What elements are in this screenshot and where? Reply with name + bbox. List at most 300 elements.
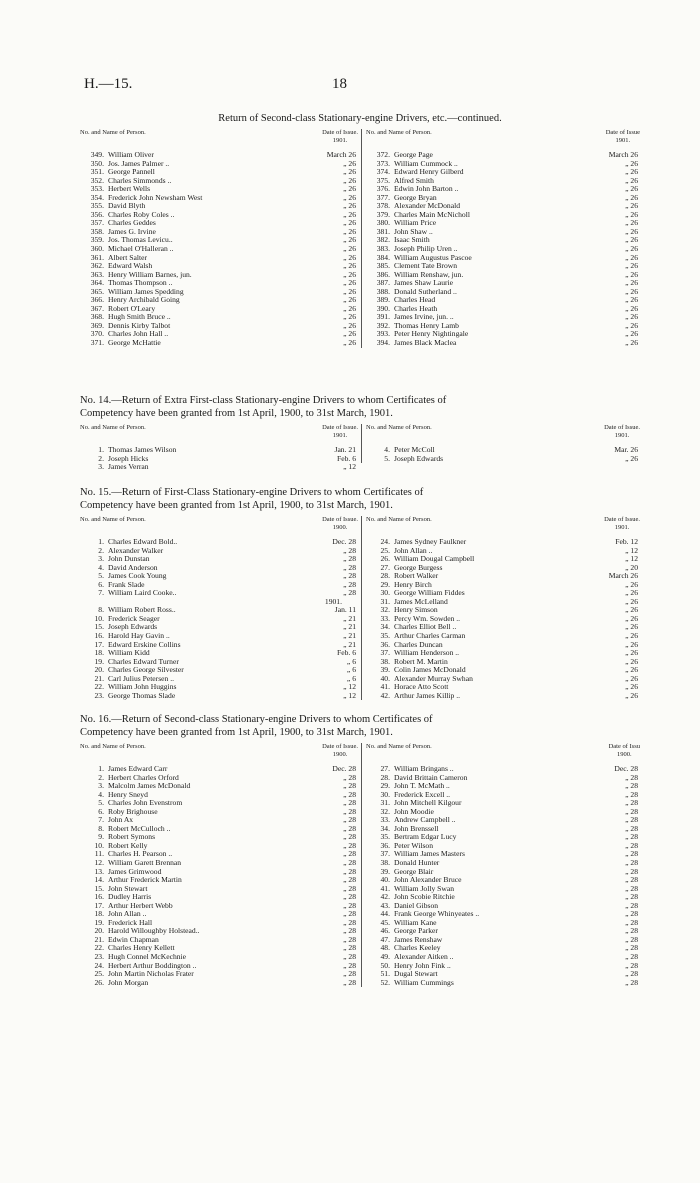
person-number: 24. bbox=[94, 960, 104, 970]
column-header bbox=[366, 743, 640, 765]
issue-date: „ 28 bbox=[343, 943, 356, 953]
person-number: 349. bbox=[90, 150, 104, 159]
column-header-name: No. and Name of Person. bbox=[366, 516, 432, 523]
person-name: William Dougal Campbell bbox=[394, 554, 475, 564]
person-number: 14. bbox=[94, 875, 104, 885]
person-number: 15. bbox=[94, 622, 104, 632]
person-number: 12. bbox=[94, 858, 104, 868]
column-header-date: Date of Issue. 1901. bbox=[604, 516, 640, 531]
person-number: 32. bbox=[380, 605, 390, 615]
column-header-date: Date of Issue. 1901. bbox=[604, 424, 640, 439]
person-number: 22. bbox=[94, 943, 104, 953]
issue-date: „ 28 bbox=[625, 977, 638, 987]
section-title: No. 14.—Return of Extra First-class Stationary-engine Drivers to whom Certificates of bbox=[80, 395, 447, 406]
person-number: 31. bbox=[380, 596, 390, 606]
person-number: 371. bbox=[90, 338, 104, 348]
person-number: 360. bbox=[90, 244, 104, 254]
issue-date: „ 21 bbox=[343, 639, 356, 649]
issue-date: March 26 bbox=[608, 150, 638, 159]
person-name: George Bryan bbox=[394, 192, 437, 202]
person-number: 7. bbox=[98, 588, 104, 598]
person-name: Herbert Charles Orford bbox=[108, 772, 179, 782]
issue-date: „ 26 bbox=[343, 261, 356, 271]
person-number: 50. bbox=[380, 960, 390, 970]
issue-date: „ 28 bbox=[343, 977, 356, 987]
person-number: 23. bbox=[94, 952, 104, 962]
issue-date: „ 26 bbox=[625, 226, 638, 236]
issue-date: „ 28 bbox=[343, 934, 356, 944]
person-name: Hugh Smith Bruce .. bbox=[108, 312, 171, 322]
person-number: 353. bbox=[90, 184, 104, 194]
issue-date: „ 6 bbox=[346, 656, 356, 666]
person-number: 378. bbox=[376, 201, 390, 211]
issue-date: „ 26 bbox=[625, 184, 638, 194]
issue-date: „ 26 bbox=[625, 269, 638, 279]
person-name: Robert M. Martin bbox=[394, 656, 448, 666]
issue-date: „ 28 bbox=[625, 926, 638, 936]
person-name: Charles Edward Bold.. bbox=[108, 537, 178, 546]
person-name: William Garett Brennan bbox=[108, 858, 182, 868]
person-number: 3. bbox=[98, 462, 104, 472]
person-number: 16. bbox=[94, 631, 104, 641]
issue-date: „ 26 bbox=[343, 320, 356, 330]
person-name: Joseph Philip Uren .. bbox=[394, 244, 458, 254]
issue-date: „ 28 bbox=[625, 969, 638, 979]
issue-date: „ 12 bbox=[343, 462, 356, 472]
person-name: James Renshaw bbox=[394, 934, 443, 944]
person-number: 11. bbox=[94, 849, 104, 859]
issue-date: „ 20 bbox=[625, 562, 638, 572]
issue-date: „ 26 bbox=[625, 605, 638, 615]
issue-date: „ 26 bbox=[625, 579, 638, 589]
person-number: 382. bbox=[376, 235, 390, 245]
person-number: 46. bbox=[380, 926, 390, 936]
person-number: 30. bbox=[380, 789, 390, 799]
page-number: 18 bbox=[332, 76, 347, 92]
issue-date: „ 26 bbox=[343, 244, 356, 254]
section-title-continued: Competency have been granted from 1st April, 1900, to 31st March, 1901. bbox=[80, 500, 393, 511]
person-number: 36. bbox=[380, 840, 390, 850]
issue-date: „ 26 bbox=[625, 158, 638, 168]
person-name: Charles Elliot Bell .. bbox=[394, 622, 457, 632]
person-number: 377. bbox=[376, 192, 390, 202]
person-name: Percy Wm. Sowden .. bbox=[394, 613, 461, 623]
issue-date: „ 28 bbox=[625, 866, 638, 876]
issue-date: „ 28 bbox=[343, 823, 356, 833]
column-header-name: No. and Name of Person. bbox=[366, 743, 432, 750]
person-number: 372. bbox=[376, 150, 390, 159]
right-column bbox=[361, 424, 640, 463]
person-number: 393. bbox=[376, 329, 390, 339]
person-name: Michael O'Halleran .. bbox=[108, 244, 174, 254]
person-number: 29. bbox=[380, 579, 390, 589]
person-number: 49. bbox=[380, 952, 390, 962]
issue-date: Jan. 21 bbox=[334, 445, 356, 454]
person-name: Dudley Harris bbox=[108, 892, 152, 902]
person-name: William Bringans .. bbox=[394, 764, 454, 773]
issue-date: Dec. 28 bbox=[332, 764, 356, 773]
issue-date: „ 28 bbox=[343, 917, 356, 927]
column-header-date: Date of Issue. 1901. bbox=[322, 424, 358, 439]
person-number: 381. bbox=[376, 226, 390, 236]
person-number: 26. bbox=[94, 977, 104, 987]
person-name: Henry Sneyd bbox=[108, 789, 148, 799]
person-name: William James Masters bbox=[394, 849, 465, 859]
person-name: John Allan .. bbox=[108, 909, 147, 919]
person-name: Robert McCulloch .. bbox=[108, 823, 171, 833]
issue-date: „ 28 bbox=[343, 579, 356, 589]
person-name: Charles Head bbox=[394, 295, 436, 305]
person-name: Frederick Excell .. bbox=[394, 789, 451, 799]
person-number: 28. bbox=[380, 571, 390, 581]
person-number: 394. bbox=[376, 338, 390, 348]
issue-date: „ 28 bbox=[343, 798, 356, 808]
issue-date: Jan. 11 bbox=[334, 605, 356, 615]
person-name: Edwin Chapman bbox=[108, 934, 159, 944]
section-title-continued: Competency have been granted from 1st April, 1900, to 31st March, 1901. bbox=[80, 727, 393, 738]
person-name: Peter Henry Nightingale bbox=[394, 329, 469, 339]
section-no-15 bbox=[80, 486, 640, 700]
issue-date: „ 26 bbox=[625, 639, 638, 649]
person-number: 6. bbox=[98, 806, 104, 816]
issue-date: „ 26 bbox=[343, 235, 356, 245]
issue-date: „ 26 bbox=[625, 201, 638, 211]
person-number: 29. bbox=[380, 781, 390, 791]
person-number: 367. bbox=[90, 303, 104, 313]
column-header-name: No. and Name of Person. bbox=[80, 743, 146, 750]
issue-date: „ 28 bbox=[343, 840, 356, 850]
person-row bbox=[366, 455, 640, 464]
issue-date: „ 28 bbox=[625, 806, 638, 816]
issue-date: Feb. 6 bbox=[337, 648, 356, 658]
person-number: 22. bbox=[94, 682, 104, 692]
issue-date: „ 28 bbox=[625, 909, 638, 919]
person-row bbox=[80, 339, 358, 348]
issue-date: „ 28 bbox=[343, 562, 356, 572]
person-name: Arthur James Killip .. bbox=[394, 690, 461, 700]
person-name: William Price bbox=[394, 218, 437, 228]
issue-date: „ 28 bbox=[343, 789, 356, 799]
person-number: 365. bbox=[90, 286, 104, 296]
person-number: 30. bbox=[380, 588, 390, 598]
person-name: James McLelland bbox=[394, 596, 448, 606]
section-title-continued: Competency have been granted from 1st April, 1900, to 31st March, 1901. bbox=[80, 408, 393, 419]
left-column bbox=[80, 424, 358, 472]
issue-date: „ 28 bbox=[625, 883, 638, 893]
person-name: John Morgan bbox=[108, 977, 149, 987]
issue-date: „ 26 bbox=[343, 192, 356, 202]
issue-date: „ 26 bbox=[625, 192, 638, 202]
person-name: Charles Henry Kellett bbox=[108, 943, 175, 953]
issue-date: „ 26 bbox=[625, 453, 638, 463]
issue-date: „ 26 bbox=[625, 690, 638, 700]
column-header bbox=[366, 516, 640, 538]
person-number: 392. bbox=[376, 320, 390, 330]
person-number: 8. bbox=[98, 605, 104, 615]
right-column bbox=[361, 743, 640, 987]
person-number: 374. bbox=[376, 167, 390, 177]
issue-date: „ 26 bbox=[625, 312, 638, 322]
person-number: 5. bbox=[98, 798, 104, 808]
issue-date: „ 28 bbox=[625, 960, 638, 970]
person-number: 380. bbox=[376, 218, 390, 228]
issue-date: „ 26 bbox=[343, 209, 356, 219]
person-name: Alexander Murray Swhan bbox=[394, 673, 473, 683]
section-no-14 bbox=[80, 394, 640, 472]
person-name: Charles John Hall .. bbox=[108, 329, 169, 339]
issue-date: „ 26 bbox=[625, 175, 638, 185]
issue-date: „ 26 bbox=[625, 338, 638, 348]
issue-date: „ 28 bbox=[625, 952, 638, 962]
person-name: Charles Edward Turner bbox=[108, 656, 179, 666]
right-column bbox=[361, 129, 640, 348]
column-header-date: Date of Issue. 1901. bbox=[322, 129, 358, 144]
issue-date: „ 28 bbox=[343, 900, 356, 910]
person-number: 358. bbox=[90, 226, 104, 236]
person-row bbox=[80, 463, 358, 472]
person-name: William Jolly Swan bbox=[394, 883, 455, 893]
issue-date: „ 28 bbox=[625, 815, 638, 825]
issue-date: „ 26 bbox=[343, 158, 356, 168]
person-row bbox=[366, 692, 640, 701]
issue-date: „ 26 bbox=[343, 312, 356, 322]
issue-date: „ 28 bbox=[625, 832, 638, 842]
person-number: 375. bbox=[376, 175, 390, 185]
person-number: 19. bbox=[94, 917, 104, 927]
person-number: 38. bbox=[380, 858, 390, 868]
person-list bbox=[80, 446, 358, 472]
person-list bbox=[80, 765, 358, 987]
person-number: 17. bbox=[94, 639, 104, 649]
person-list bbox=[366, 538, 640, 700]
person-number: 357. bbox=[90, 218, 104, 228]
person-name: Dennis Kirby Talbot bbox=[108, 320, 171, 330]
person-name: James Black Maclea bbox=[394, 338, 457, 348]
person-number: 1. bbox=[98, 764, 104, 773]
column-header-date: Date of Issue. 1900. bbox=[322, 516, 358, 531]
person-row bbox=[366, 339, 640, 348]
issue-date: „ 21 bbox=[343, 613, 356, 623]
issue-date: „ 26 bbox=[625, 673, 638, 683]
person-number: 361. bbox=[90, 252, 104, 262]
person-number: 373. bbox=[376, 158, 390, 168]
page-header bbox=[84, 76, 640, 96]
issue-date: „ 26 bbox=[343, 338, 356, 348]
section-second-class-continued bbox=[80, 112, 640, 348]
person-number: 5. bbox=[98, 571, 104, 581]
person-number: 38. bbox=[380, 656, 390, 666]
person-number: 17. bbox=[94, 900, 104, 910]
issue-date: „ 26 bbox=[343, 226, 356, 236]
issue-date: „ 28 bbox=[343, 866, 356, 876]
person-number: 35. bbox=[380, 631, 390, 641]
issue-date: Dec. 28 bbox=[332, 537, 356, 546]
person-number: 51. bbox=[380, 969, 390, 979]
issue-date: „ 26 bbox=[343, 218, 356, 228]
issue-date: „ 28 bbox=[343, 858, 356, 868]
person-name: William Renshaw, jun. bbox=[394, 269, 464, 279]
issue-date: „ 28 bbox=[625, 798, 638, 808]
person-name: Henry Birch bbox=[394, 579, 432, 589]
issue-date: „ 26 bbox=[625, 613, 638, 623]
issue-date: „ 28 bbox=[625, 840, 638, 850]
person-name: William Robert Ross.. bbox=[108, 605, 176, 615]
issue-date: „ 28 bbox=[343, 815, 356, 825]
person-list bbox=[366, 151, 640, 348]
person-name: Jos. James Palmer .. bbox=[108, 158, 170, 168]
issue-date: „ 21 bbox=[343, 622, 356, 632]
person-number: 383. bbox=[376, 244, 390, 254]
person-name: Charles Simmonds .. bbox=[108, 175, 172, 185]
issue-date: „ 28 bbox=[625, 849, 638, 859]
person-name: John Brenssell bbox=[394, 823, 439, 833]
person-name: William Cummock .. bbox=[394, 158, 458, 168]
issue-date: „ 26 bbox=[343, 184, 356, 194]
person-number: 32. bbox=[380, 806, 390, 816]
person-name: Thomas Henry Lamb bbox=[394, 320, 459, 330]
issue-date: „ 28 bbox=[343, 892, 356, 902]
person-number: 16. bbox=[94, 892, 104, 902]
person-number: 359. bbox=[90, 235, 104, 245]
person-number: 26. bbox=[380, 554, 390, 564]
person-number: 2. bbox=[98, 545, 104, 555]
person-name: Dugal Stewart bbox=[394, 969, 438, 979]
column-header-date: Date of Issu 1900. bbox=[608, 743, 640, 758]
issue-date: „ 28 bbox=[625, 875, 638, 885]
person-number: 4. bbox=[98, 562, 104, 572]
person-name: Charles H. Pearson .. bbox=[108, 849, 173, 859]
person-number: 35. bbox=[380, 832, 390, 842]
issue-date: March 26 bbox=[608, 571, 638, 581]
person-name: Henry William Barnes, jun. bbox=[108, 269, 192, 279]
person-name: Isaac Smith bbox=[394, 235, 430, 245]
person-name: Alexander Aitken .. bbox=[394, 952, 454, 962]
person-name: Charles Keeley bbox=[394, 943, 441, 953]
issue-date: „ 26 bbox=[343, 167, 356, 177]
person-number: 15. bbox=[94, 883, 104, 893]
person-name: George William Fiddes bbox=[394, 588, 465, 598]
issue-date: Feb. 12 bbox=[615, 537, 638, 546]
person-number: 3. bbox=[98, 781, 104, 791]
issue-date: „ 26 bbox=[343, 295, 356, 305]
section-no-16 bbox=[80, 713, 640, 987]
person-name: George McHattie bbox=[108, 338, 161, 348]
column-header bbox=[80, 743, 358, 765]
person-number: 389. bbox=[376, 295, 390, 305]
person-name: Edwin John Barton .. bbox=[394, 184, 459, 194]
person-number: 31. bbox=[380, 798, 390, 808]
person-name: Frederick Hall bbox=[108, 917, 153, 927]
person-name: Bertram Edgar Lucy bbox=[394, 832, 457, 842]
person-number: 369. bbox=[90, 320, 104, 330]
person-number: 362. bbox=[90, 261, 104, 271]
person-number: 21. bbox=[94, 673, 104, 683]
person-number: 2. bbox=[98, 772, 104, 782]
person-number: 10. bbox=[94, 840, 104, 850]
issue-date: „ 28 bbox=[625, 943, 638, 953]
person-name: James Verran bbox=[108, 462, 149, 472]
person-number: 354. bbox=[90, 192, 104, 202]
issue-date: March 26 bbox=[326, 150, 356, 159]
person-name: Charles Main McNicholl bbox=[394, 209, 470, 219]
person-name: William Laird Cooke.. bbox=[108, 588, 177, 598]
issue-date: „ 26 bbox=[625, 286, 638, 296]
person-number: 45. bbox=[380, 917, 390, 927]
person-name: Edward Walsh bbox=[108, 261, 153, 271]
person-name: John Dunstan bbox=[108, 554, 150, 564]
issue-date: „ 28 bbox=[343, 969, 356, 979]
person-number: 13. bbox=[94, 866, 104, 876]
person-number: 356. bbox=[90, 209, 104, 219]
person-number: 350. bbox=[90, 158, 104, 168]
person-number: 385. bbox=[376, 261, 390, 271]
person-number: 25. bbox=[380, 545, 390, 555]
person-name: George Parker bbox=[394, 926, 438, 936]
person-name: Roby Brighouse bbox=[108, 806, 158, 816]
person-name: James Cook Young bbox=[108, 571, 167, 581]
person-name: Henry Archibald Going bbox=[108, 295, 180, 305]
person-number: 376. bbox=[376, 184, 390, 194]
column-header bbox=[80, 129, 358, 151]
issue-date: Feb. 6 bbox=[337, 453, 356, 463]
person-name: Robert Symons bbox=[108, 832, 156, 842]
issue-date: „ 12 bbox=[625, 554, 638, 564]
person-number: 8. bbox=[98, 823, 104, 833]
person-name: Frank Slade bbox=[108, 579, 145, 589]
person-name: Frederick John Newsham West bbox=[108, 192, 203, 202]
person-number: 41. bbox=[380, 883, 390, 893]
section-title: No. 15.—Return of First-Class Stationary-engine Drivers to whom Certificates of bbox=[80, 487, 424, 498]
person-name: George Page bbox=[394, 150, 433, 159]
person-name: Charles Geddes bbox=[108, 218, 156, 228]
issue-date: „ 26 bbox=[625, 622, 638, 632]
person-name: Clement Tate Brown bbox=[394, 261, 458, 271]
person-name: Herbert Arthur Boddington .. bbox=[108, 960, 197, 970]
issue-date: „ 26 bbox=[625, 656, 638, 666]
person-name: George Burgess bbox=[394, 562, 443, 572]
person-name: Peter McColl bbox=[394, 445, 435, 454]
person-name: William John Huggins bbox=[108, 682, 177, 692]
issue-date: „ 28 bbox=[343, 545, 356, 555]
person-name: John Scobie Ritchie bbox=[394, 892, 455, 902]
person-name: Arthur Charles Carman bbox=[394, 631, 466, 641]
person-number: 386. bbox=[376, 269, 390, 279]
person-number: 47. bbox=[380, 934, 390, 944]
person-name: Robert Walker bbox=[394, 571, 439, 581]
section-columns bbox=[80, 129, 640, 348]
issue-date: „ 28 bbox=[625, 823, 638, 833]
person-name: John Shaw .. bbox=[394, 226, 433, 236]
person-number: 42. bbox=[380, 690, 390, 700]
column-header bbox=[80, 424, 358, 446]
left-column bbox=[80, 129, 358, 348]
person-number: 355. bbox=[90, 201, 104, 211]
person-name: Harold Willoughby Holstead.. bbox=[108, 926, 200, 936]
person-number: 4. bbox=[384, 445, 390, 454]
issue-date: „ 26 bbox=[343, 201, 356, 211]
section-title: No. 16.—Return of Second-class Stationary-engine Drivers to whom Certificates of bbox=[80, 714, 433, 725]
issue-date: „ 12 bbox=[343, 682, 356, 692]
person-name: Donald Sutherland .. bbox=[394, 286, 457, 296]
person-name: John Mitchell Kilgour bbox=[394, 798, 462, 808]
person-number: 391. bbox=[376, 312, 390, 322]
issue-date: „ 26 bbox=[625, 596, 638, 606]
person-name: Joseph Edwards bbox=[394, 453, 444, 463]
person-number: 37. bbox=[380, 849, 390, 859]
issue-date: „ 12 bbox=[343, 690, 356, 700]
person-number: 5. bbox=[384, 453, 390, 463]
person-name: Charles John Evenstrom bbox=[108, 798, 183, 808]
